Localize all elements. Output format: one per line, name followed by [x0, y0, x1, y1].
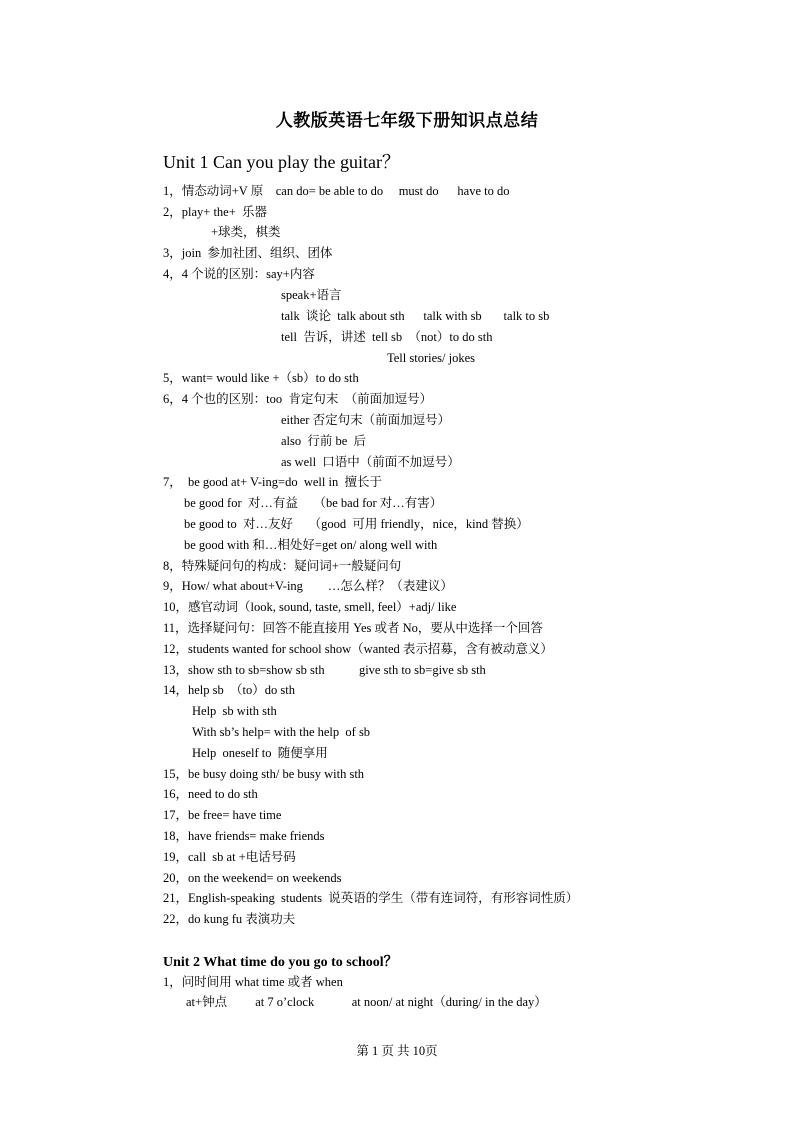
unit1-point-14-helpwith: Help sb with sth	[192, 704, 277, 718]
unit1-point-9: 9，How/ what about+V-ing …怎么样？（表建议）	[163, 579, 453, 593]
unit1-point-15: 15，be busy doing sth/ be busy with sth	[163, 767, 365, 781]
unit2-heading: Unit 2 What time do you go to school？	[163, 955, 398, 970]
unit1-point-7: 7， be good at+ V-ing=do well in 擅长于	[163, 475, 382, 489]
unit1-point-12: 12，students wanted for school show（wanted 表示招募，含有被动意义）	[163, 642, 553, 656]
unit1-point-6-either: either 否定句末（前面加逗号）	[281, 413, 451, 427]
page-footer: 第 1 页 共 10页	[356, 1044, 438, 1058]
unit1-point-3: 3，join 参加社团、组织、团体	[163, 246, 333, 260]
unit1-point-14: 14，help sb （to）do sth	[163, 683, 295, 697]
unit1-point-21: 21，English-speaking students 说英语的学生（带有连词符，有形容词性质）	[163, 891, 579, 905]
unit1-point-1: 1，情态动词+V 原 can do= be able to do must do have to do	[163, 184, 510, 198]
unit1-point-6-aswell: as well 口语中（前面不加逗号）	[281, 455, 460, 469]
document-title: 人教版英语七年级下册知识点总结	[275, 111, 539, 131]
unit1-point-11: 11，选择疑问句：回答不能直接用 Yes 或者 No，要从中选择一个回答	[163, 621, 543, 635]
unit1-point-6-also: also 行前 be 后	[281, 434, 367, 448]
unit1-point-22: 22，do kung fu 表演功夫	[163, 912, 296, 926]
unit1-point-10: 10，感官动词（look, sound, taste, smell, feel）+adj/ like	[163, 600, 457, 614]
unit1-point-2: 2，play+ the+ 乐器	[163, 205, 268, 219]
unit1-point-2-sub: +球类，棋类	[211, 225, 281, 239]
unit2-point-1-sub: at+钟点 at 7 o’clock at noon/ at night（during/ in the day）	[186, 995, 547, 1009]
unit1-point-6: 6，4 个也的区别：too 肯定句末 （前面加逗号）	[163, 392, 433, 406]
unit1-point-5: 5，want= would like +（sb）to do sth	[163, 371, 359, 385]
unit1-point-4: 4，4 个说的区别：say+内容	[163, 267, 315, 281]
unit1-point-4-tell: tell 告诉，讲述 tell sb （not）to do sth	[281, 330, 493, 344]
unit1-point-4-talk: talk 谈论 talk about sth talk with sb talk to sb	[281, 309, 550, 323]
unit1-point-4-tell-sub: Tell stories/ jokes	[387, 351, 476, 365]
unit1-point-19: 19，call sb at +电话号码	[163, 850, 296, 864]
unit1-point-14-withhelp: With sb’s help= with the help of sb	[192, 725, 371, 739]
unit1-point-7-goodfor: be good for 对…有益 （be bad for 对…有害）	[184, 496, 443, 510]
unit1-point-16: 16，need to do sth	[163, 787, 258, 801]
unit1-point-13: 13，show sth to sb=show sb sth give sth to sb=give sb sth	[163, 663, 486, 677]
unit1-heading: Unit 1 Can you play the guitar？	[163, 152, 400, 172]
unit1-point-18: 18，have friends= make friends	[163, 829, 325, 843]
unit1-point-4-speak: speak+语言	[281, 288, 342, 302]
unit1-point-7-goodwith: be good with 和…相处好=get on/ along well with	[184, 538, 438, 552]
unit1-point-20: 20，on the weekend= on weekends	[163, 871, 342, 885]
unit2-point-1: 1，问时间用 what time 或者 when	[163, 975, 343, 989]
unit1-point-17: 17，be free= have time	[163, 808, 282, 822]
unit1-point-14-helponeself: Help oneself to 随便享用	[192, 746, 328, 760]
unit1-point-8: 8，特殊疑问句的构成：疑问词+一般疑问句	[163, 559, 402, 573]
unit1-point-7-goodto: be good to 对…友好 （good 可用 friendly，nice，kind 替换）	[184, 517, 529, 531]
